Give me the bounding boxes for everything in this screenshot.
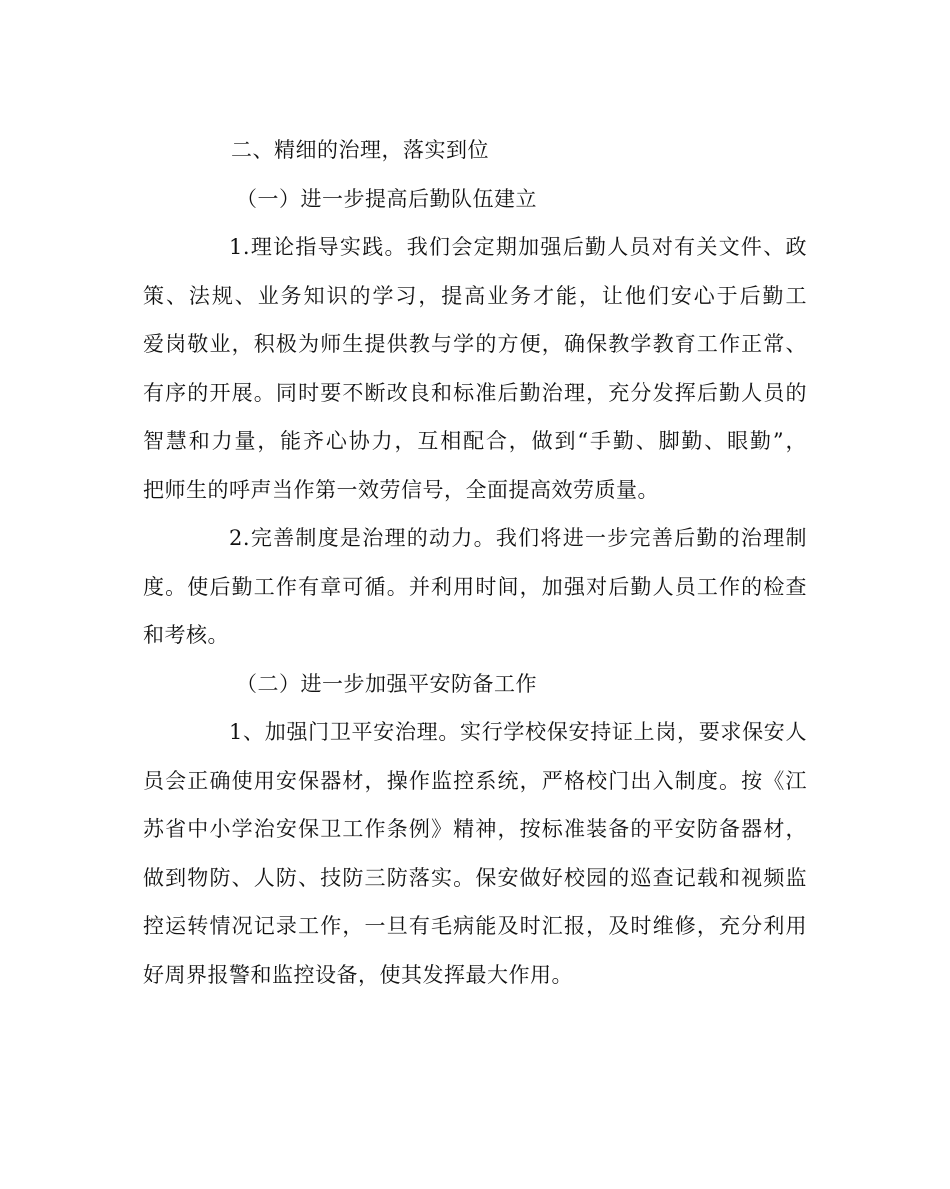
paragraph-line: 2.完善制度是治理的动力。我们将进一步完善后勤的治理制	[229, 526, 807, 550]
paragraph-line: 1、加强门卫平安治理。实行学校保安持证上岗，要求保安人	[229, 720, 807, 744]
paragraph-line: 苏省中小学治安保卫工作条例》精神，按标准装备的平安防备器材，	[143, 817, 807, 841]
subsection-heading: （二）进一步加强平安防备工作	[236, 671, 537, 696]
paragraph-line: 做到物防、人防、技防三防落实。保安做好校园的巡查记载和视频监	[143, 865, 807, 890]
paragraph-line: 爱岗敬业，积极为师生提供教与学的方便，确保教学教育工作正常、	[143, 332, 807, 356]
paragraph-line: 1.理论指导实践。我们会定期加强后勤人员对有关文件、政	[229, 235, 807, 259]
paragraph-line: 智慧和力量，能齐心协力，互相配合，做到“手勤、脚勤、眼勤”，	[143, 429, 807, 453]
paragraph-line: 策、法规、业务知识的学习，提高业务才能，让他们安心于后勤工	[143, 283, 807, 308]
subsection-heading: （一）进一步提高后勤队伍建立	[236, 186, 537, 211]
document-body	[143, 126, 807, 999]
paragraph-line: 好周界报警和监控设备，使其发挥最大作用。	[143, 962, 573, 987]
section-heading: 二、精细的治理，落实到位	[231, 138, 489, 162]
paragraph-line: 控运转情况记录工作，一旦有毛病能及时汇报，及时维修，充分利用	[143, 914, 807, 938]
paragraph-line: 把师生的呼声当作第一效劳信号，全面提高效劳质量。	[143, 477, 659, 502]
paragraph-line: 度。使后勤工作有章可循。并利用时间，加强对后勤人员工作的检查	[143, 574, 807, 599]
paragraph-line: 和考核。	[143, 623, 229, 647]
paragraph-line: 有序的开展。同时要不断改良和标准后勤治理，充分发挥后勤人员的	[143, 380, 807, 405]
paragraph-line: 员会正确使用安保器材，操作监控系统，严格校门出入制度。按《江	[143, 768, 807, 793]
